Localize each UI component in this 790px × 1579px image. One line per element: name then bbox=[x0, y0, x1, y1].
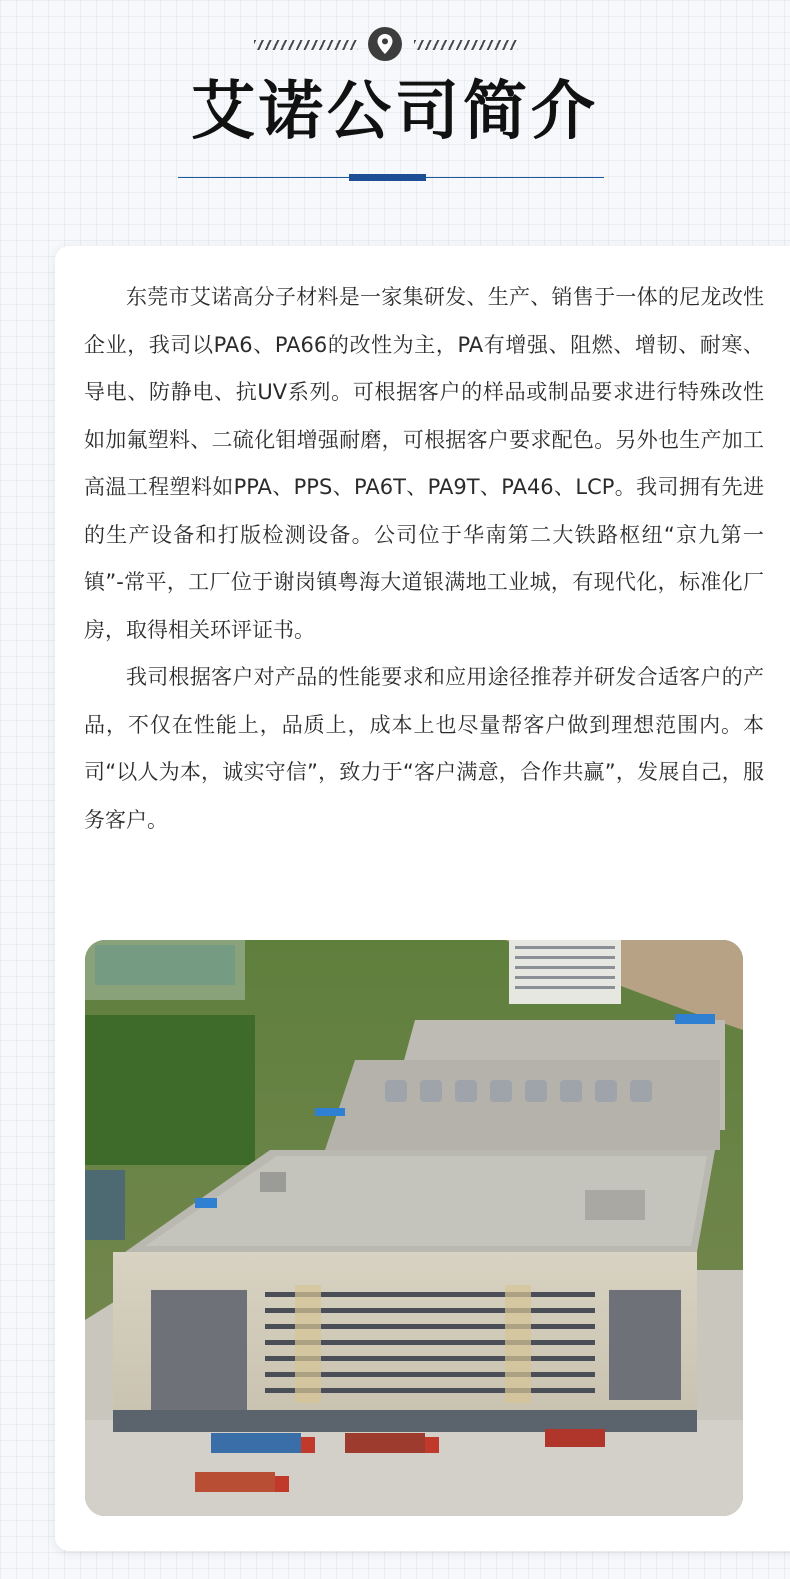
intro-text bbox=[84, 274, 764, 844]
page-header bbox=[0, 0, 790, 200]
decorative-hatch-left bbox=[254, 40, 358, 50]
company-intro-card bbox=[55, 246, 790, 1551]
location-pin-icon bbox=[368, 27, 402, 61]
decorative-hatch-right bbox=[414, 40, 518, 50]
page-title: 艾诺公司简介 bbox=[191, 75, 599, 149]
title-underline-accent bbox=[349, 174, 426, 181]
intro-paragraph-2: 我司根据客户对产品的性能要求和应用途径推荐并研发合适客户的产品，不仅在性能上，品质上，成本上也尽量帮客户做到理想范围内。本司“以人为本，诚实守信”，致力于“客户满意，合作共赢”，发展自己，服务客户。 bbox=[84, 665, 764, 832]
intro-paragraph-1: 东莞市艾诺高分子材料是一家集研发、生产、销售于一体的尼龙改性企业，我司以PA6、PA66的改性为主，PA有增强、阻燃、增韧、耐寒、导电、防静电、抗UV系列。可根据客户的样品或制品要求进行特殊改性如加氟塑料、二硫化钼增强耐磨，可根据客户要求配色。另外也生产加工高温工程塑料如PPA、PPS、PA6T、PA9T、PA46、LCP。我司拥有先进的生产设备和打版检测设备。公司位于华南第二大铁路枢纽“京九第一镇”-常平，工厂位于谢岗镇粤海大道银满地工业城，有现代化，标准化厂房，取得相关环评证书。 bbox=[84, 285, 764, 642]
factory-aerial-photo bbox=[85, 940, 743, 1516]
